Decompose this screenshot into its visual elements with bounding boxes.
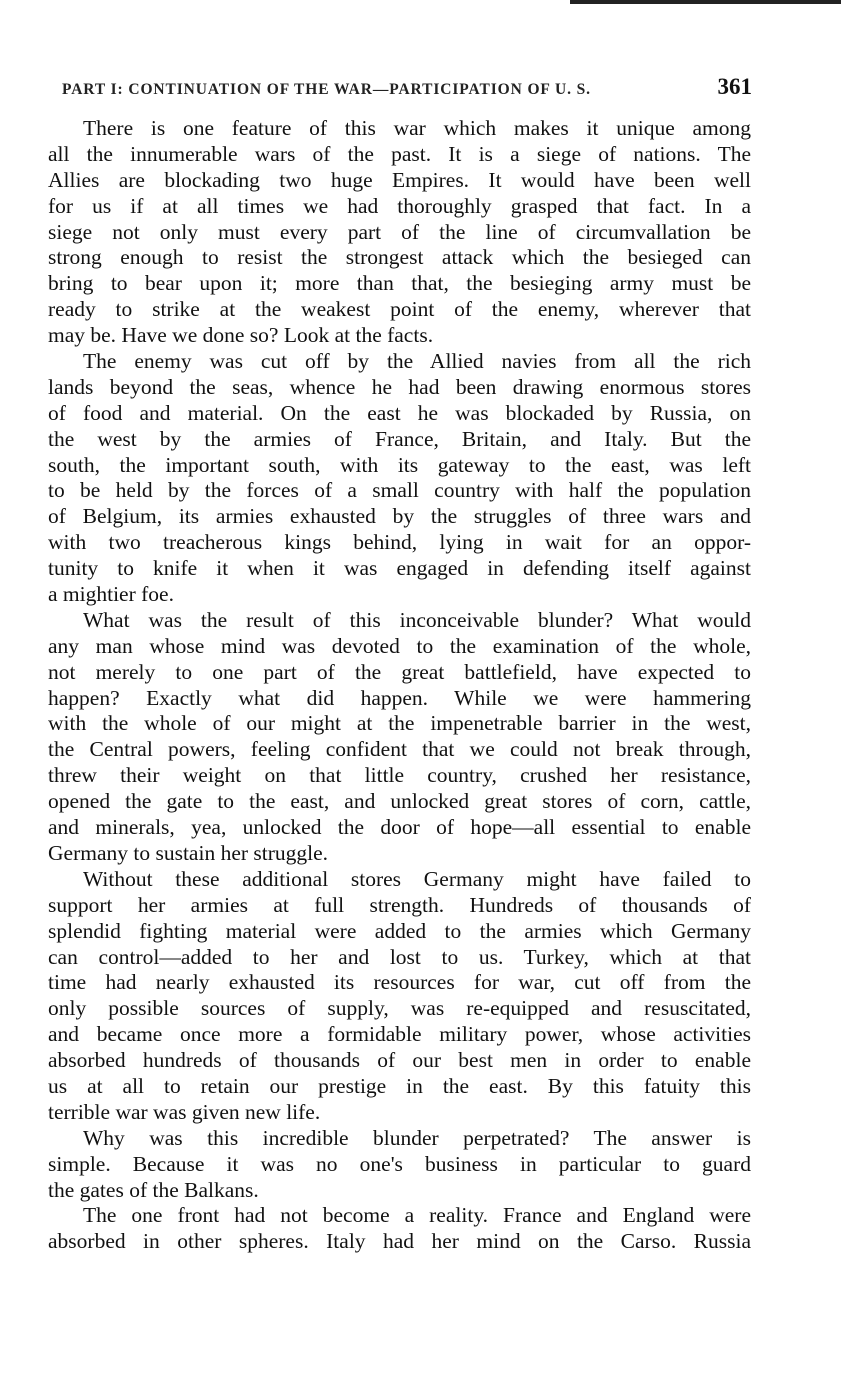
text-line: What was the result of this inconceivable blunder? What would bbox=[83, 607, 751, 632]
paragraph-2 bbox=[48, 349, 751, 608]
text-line: of Belgium, its armies exhausted by the struggles of three wars and bbox=[48, 504, 751, 529]
paragraph-6 bbox=[48, 1203, 751, 1255]
text-line: may be. Have we done so? Look at the facts. bbox=[48, 323, 434, 348]
text-line: opened the gate to the east, and unlocked great stores of corn, cattle, bbox=[48, 789, 751, 814]
text-line: ready to strike at the weakest point of the enemy, wherever that bbox=[48, 297, 751, 322]
text-line: us at all to retain our prestige in the east. By this fatuity this bbox=[48, 1073, 751, 1098]
text-line: tunity to knife it when it was engaged in defending itself against bbox=[48, 556, 751, 581]
body-text bbox=[48, 116, 751, 1255]
text-line: for us if at all times we had thoroughly grasped that fact. In a bbox=[48, 193, 751, 218]
text-line: The enemy was cut off by the Allied navies from all the rich bbox=[83, 349, 751, 374]
text-line: with the whole of our might at the impenetrable barrier in the west, bbox=[48, 711, 751, 736]
text-line: There is one feature of this war which makes it unique among bbox=[83, 116, 751, 140]
text-line: bring to bear upon it; more than that, the besieging army must be bbox=[48, 271, 751, 296]
running-header-title: PART I: CONTINUATION OF THE WAR—PARTICIPATION OF U. S. bbox=[62, 81, 591, 98]
text-line: siege not only must every part of the line of circumvallation be bbox=[48, 219, 751, 244]
paragraph-1 bbox=[48, 116, 751, 349]
text-line: simple. Because it was no one's business in particular to guard bbox=[48, 1151, 751, 1176]
text-line: splendid fighting material were added to the armies which Germany bbox=[48, 918, 751, 943]
text-line: not merely to one part of the great battlefield, have expected to bbox=[48, 659, 751, 684]
text-line: a mightier foe. bbox=[48, 582, 174, 607]
text-line: the Central powers, feeling confident that we could not break through, bbox=[48, 737, 751, 762]
text-line: Why was this incredible blunder perpetrated? The answer is bbox=[83, 1125, 751, 1150]
text-line: only possible sources of supply, was re-equipped and resuscitated, bbox=[48, 996, 751, 1021]
paragraph-3 bbox=[48, 608, 751, 867]
text-line: south, the important south, with its gateway to the east, was left bbox=[48, 452, 751, 477]
running-header bbox=[62, 74, 752, 104]
paragraph-4 bbox=[48, 867, 751, 1126]
text-line: strong enough to resist the strongest attack which the besieged can bbox=[48, 245, 751, 270]
text-line: absorbed hundreds of thousands of our best men in order to enable bbox=[48, 1048, 751, 1073]
text-line: Germany to sustain her struggle. bbox=[48, 840, 329, 865]
text-line: and became once more a formidable military power, whose activities bbox=[48, 1022, 751, 1047]
text-line: all the innumerable wars of the past. It is a siege of nations. The bbox=[48, 141, 751, 166]
text-line: threw their weight on that little country, crushed her resistance, bbox=[48, 763, 751, 788]
text-line: the gates of the Balkans. bbox=[48, 1177, 259, 1202]
text-line: happen? Exactly what did happen. While we were hammering bbox=[48, 685, 751, 710]
top-edge-rule bbox=[570, 0, 841, 4]
text-line: time had nearly exhausted its resources for war, cut off from the bbox=[48, 970, 751, 995]
text-line: terrible war was given new life. bbox=[48, 1099, 321, 1124]
text-line: absorbed in other spheres. Italy had her mind on the Carso. Russia bbox=[48, 1229, 751, 1254]
text-line: any man whose mind was devoted to the examination of the whole, bbox=[48, 633, 751, 658]
text-line: to be held by the forces of a small country with half the population bbox=[48, 478, 751, 503]
paragraph-5 bbox=[48, 1126, 751, 1204]
page-number: 361 bbox=[717, 74, 752, 99]
text-line: Allies are blockading two huge Empires. It would have been well bbox=[48, 167, 751, 192]
text-line: support her armies at full strength. Hundreds of thousands of bbox=[48, 892, 751, 917]
text-line: with two treacherous kings behind, lying in wait for an oppor- bbox=[48, 530, 751, 555]
text-line: The one front had not become a reality. France and England were bbox=[83, 1203, 751, 1228]
text-line: lands beyond the seas, whence he had been drawing enormous stores bbox=[48, 374, 751, 399]
text-line: the west by the armies of France, Britain, and Italy. But the bbox=[48, 426, 751, 451]
text-line: can control—added to her and lost to us. Turkey, which at that bbox=[48, 944, 751, 969]
text-line: of food and material. On the east he was blockaded by Russia, on bbox=[48, 400, 751, 425]
text-line: Without these additional stores Germany might have failed to bbox=[83, 866, 751, 891]
text-line: and minerals, yea, unlocked the door of hope—all essential to enable bbox=[48, 815, 751, 840]
